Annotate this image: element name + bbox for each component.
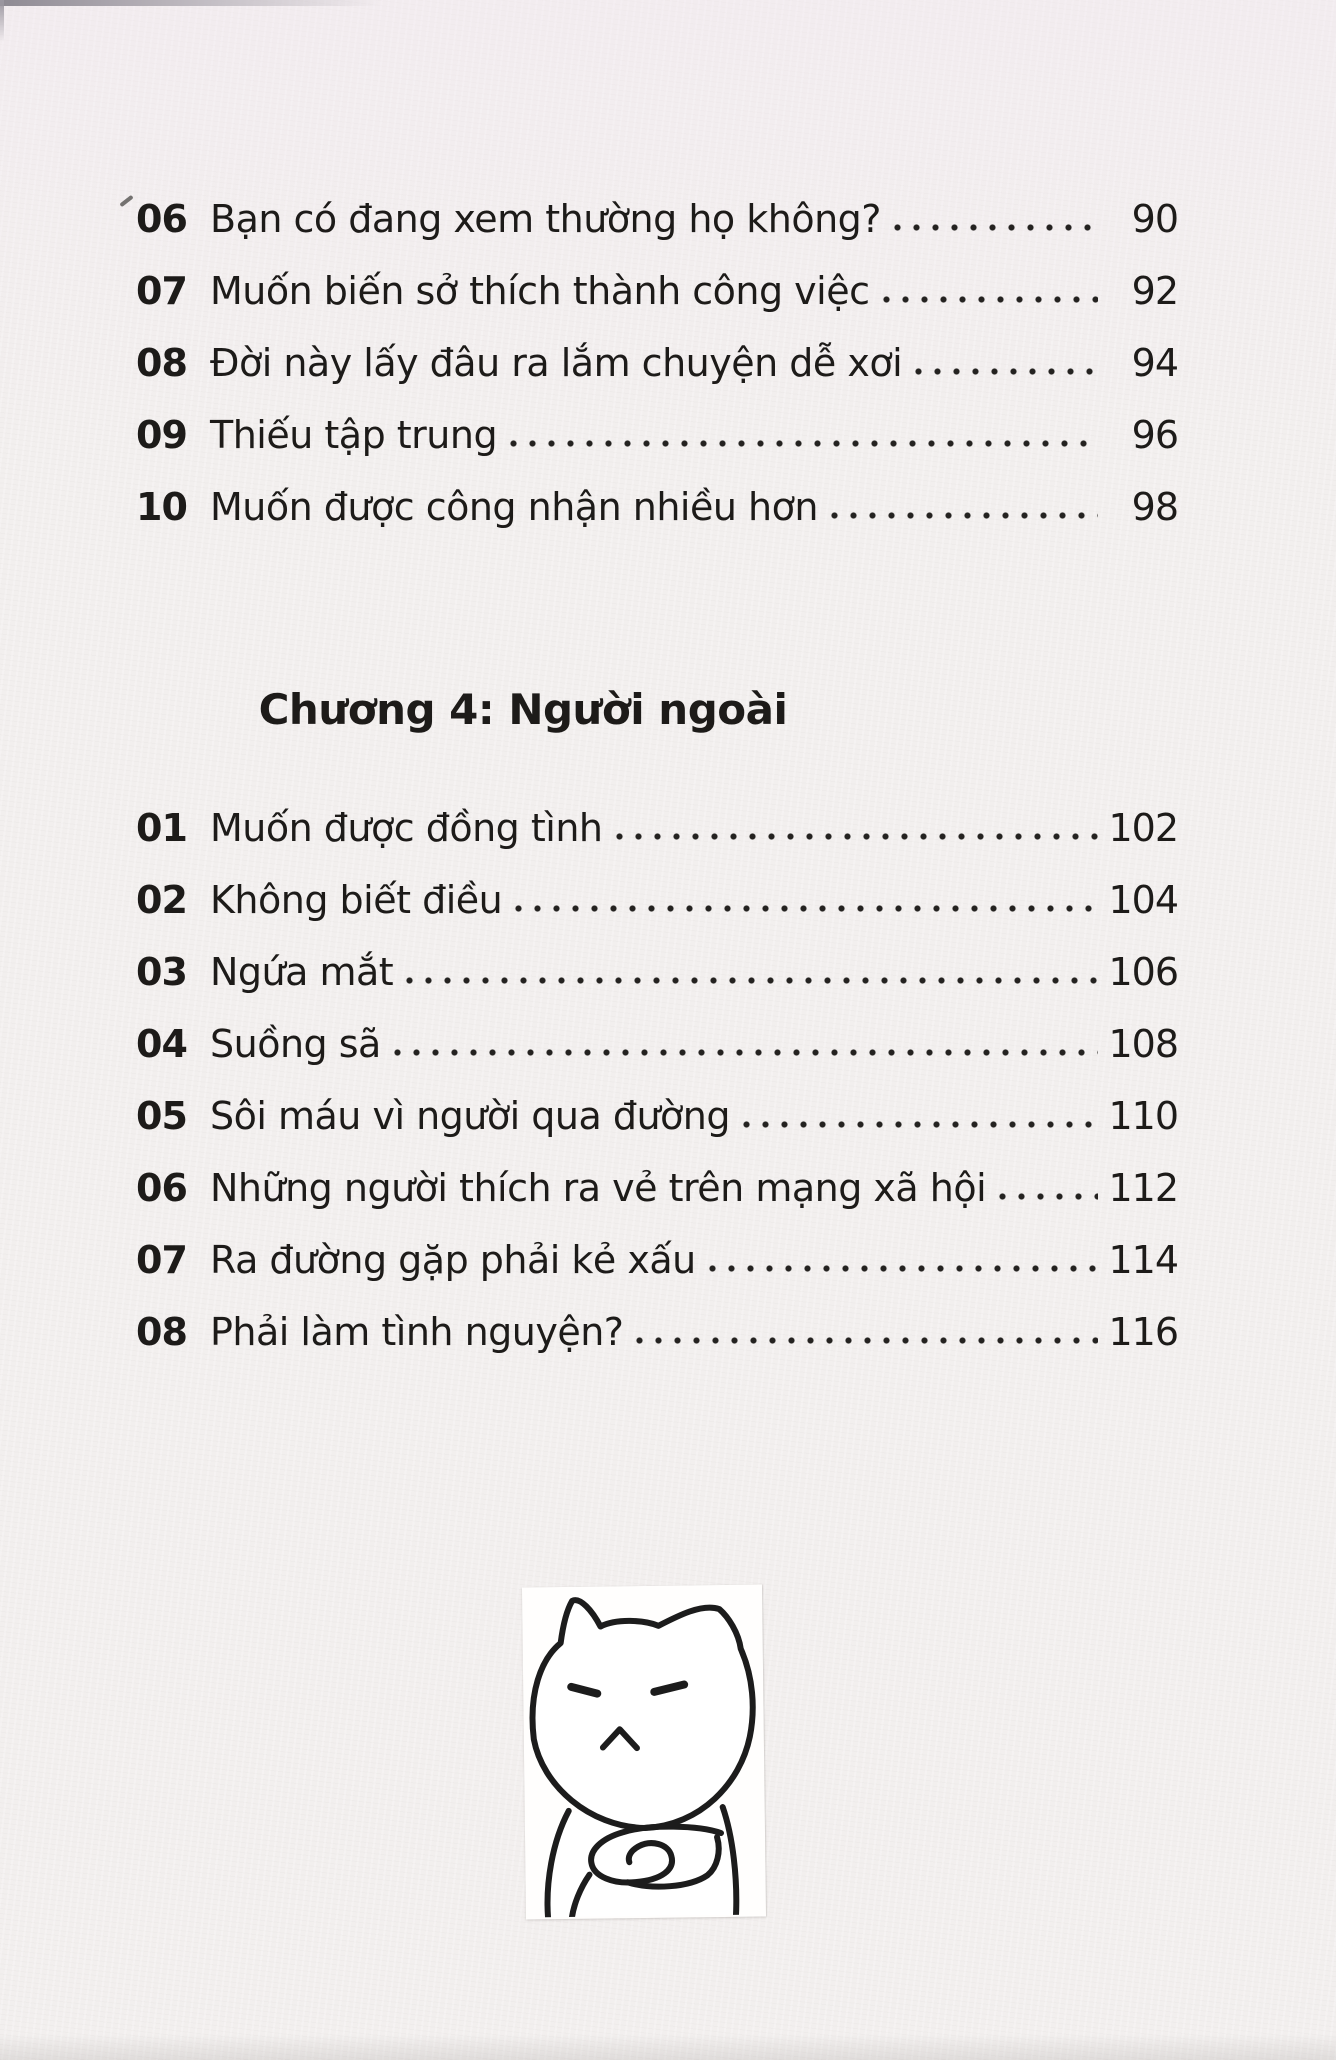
entry-number: 04 [136, 1022, 187, 1066]
entry-title: Bạn có đang xem thường họ không? [210, 197, 881, 241]
scan-edge-artifact [0, 0, 382, 6]
entry-page-number: 116 [1108, 1310, 1178, 1354]
entry-title: Muốn biến sở thích thành công việc [210, 269, 870, 313]
toc-entry [136, 936, 1178, 1008]
toc-entry [136, 864, 1178, 936]
toc-chapter-4-list [136, 792, 1178, 1368]
entry-title: Sôi máu vì người qua đường [210, 1094, 731, 1138]
grumpy-cat-crossed-arms-icon [522, 1585, 766, 1918]
entry-page-number: 90 [1131, 197, 1178, 241]
dot-leader [742, 1120, 1098, 1129]
toc-entry [136, 1080, 1178, 1152]
entry-title: Thiếu tập trung [210, 413, 498, 457]
entry-title: Ra đường gặp phải kẻ xấu [210, 1238, 696, 1282]
dot-leader [635, 1336, 1098, 1345]
dot-leader [509, 439, 1098, 448]
scan-bottom-shade [0, 2034, 1336, 2060]
toc-entry [136, 471, 1178, 543]
dot-leader [830, 511, 1098, 520]
entry-page-number: 108 [1108, 1022, 1178, 1066]
dot-leader [914, 367, 1098, 376]
entry-page-number: 114 [1108, 1238, 1178, 1282]
entry-number: 08 [136, 341, 187, 385]
entry-page-number: 94 [1131, 341, 1178, 385]
entry-number: 10 [136, 485, 187, 529]
chapter-heading: Chương 4: Người ngoài [258, 685, 788, 734]
dot-leader [882, 295, 1099, 304]
toc-entry [136, 1224, 1178, 1296]
dot-leader [893, 223, 1098, 232]
toc-entry [136, 327, 1178, 399]
entry-page-number: 110 [1108, 1094, 1178, 1138]
toc-entry [136, 1008, 1178, 1080]
entry-title: Phải làm tình nguyện? [210, 1310, 624, 1354]
entry-page-number: 92 [1131, 269, 1178, 313]
entry-number: 07 [136, 269, 187, 313]
toc-entry [136, 1296, 1178, 1368]
dot-leader [998, 1192, 1098, 1201]
entry-number: 07 [136, 1238, 187, 1282]
entry-title: Đời này lấy đâu ra lắm chuyện dễ xơi [210, 341, 903, 385]
entry-title: Những người thích ra vẻ trên mạng xã hội [210, 1166, 987, 1210]
entry-page-number: 112 [1108, 1166, 1178, 1210]
entry-number: 01 [136, 806, 187, 850]
entry-number: 06 [136, 1166, 187, 1210]
dot-leader [514, 904, 1098, 913]
entry-number: 06 [136, 197, 187, 241]
toc-entry [136, 399, 1178, 471]
entry-number: 08 [136, 1310, 187, 1354]
entry-page-number: 98 [1131, 485, 1178, 529]
dot-leader [405, 976, 1098, 985]
toc-entry [136, 1152, 1178, 1224]
dot-leader [615, 832, 1099, 841]
entry-page-number: 96 [1131, 413, 1178, 457]
entry-title: Muốn được đồng tình [210, 806, 603, 850]
scan-edge-artifact [0, 0, 4, 42]
scan-speck [119, 195, 133, 207]
dot-leader [393, 1048, 1098, 1057]
toc-entry [136, 255, 1178, 327]
toc-previous-chapter-list [136, 183, 1178, 543]
toc-entry [136, 183, 1178, 255]
entry-title: Không biết điều [210, 878, 503, 922]
entry-title: Muốn được công nhận nhiều hơn [210, 485, 818, 529]
cat-head [531, 1598, 754, 1829]
entry-page-number: 106 [1108, 950, 1178, 994]
entry-number: 03 [136, 950, 187, 994]
entry-number: 02 [136, 878, 187, 922]
cat-illustration [522, 1585, 766, 1920]
dot-leader [708, 1264, 1098, 1273]
entry-title: Ngứa mắt [210, 950, 394, 994]
entry-page-number: 102 [1108, 806, 1178, 850]
entry-title: Suồng sã [210, 1022, 381, 1066]
entry-page-number: 104 [1108, 878, 1178, 922]
entry-number: 09 [136, 413, 187, 457]
entry-number: 05 [136, 1094, 187, 1138]
toc-entry [136, 792, 1178, 864]
